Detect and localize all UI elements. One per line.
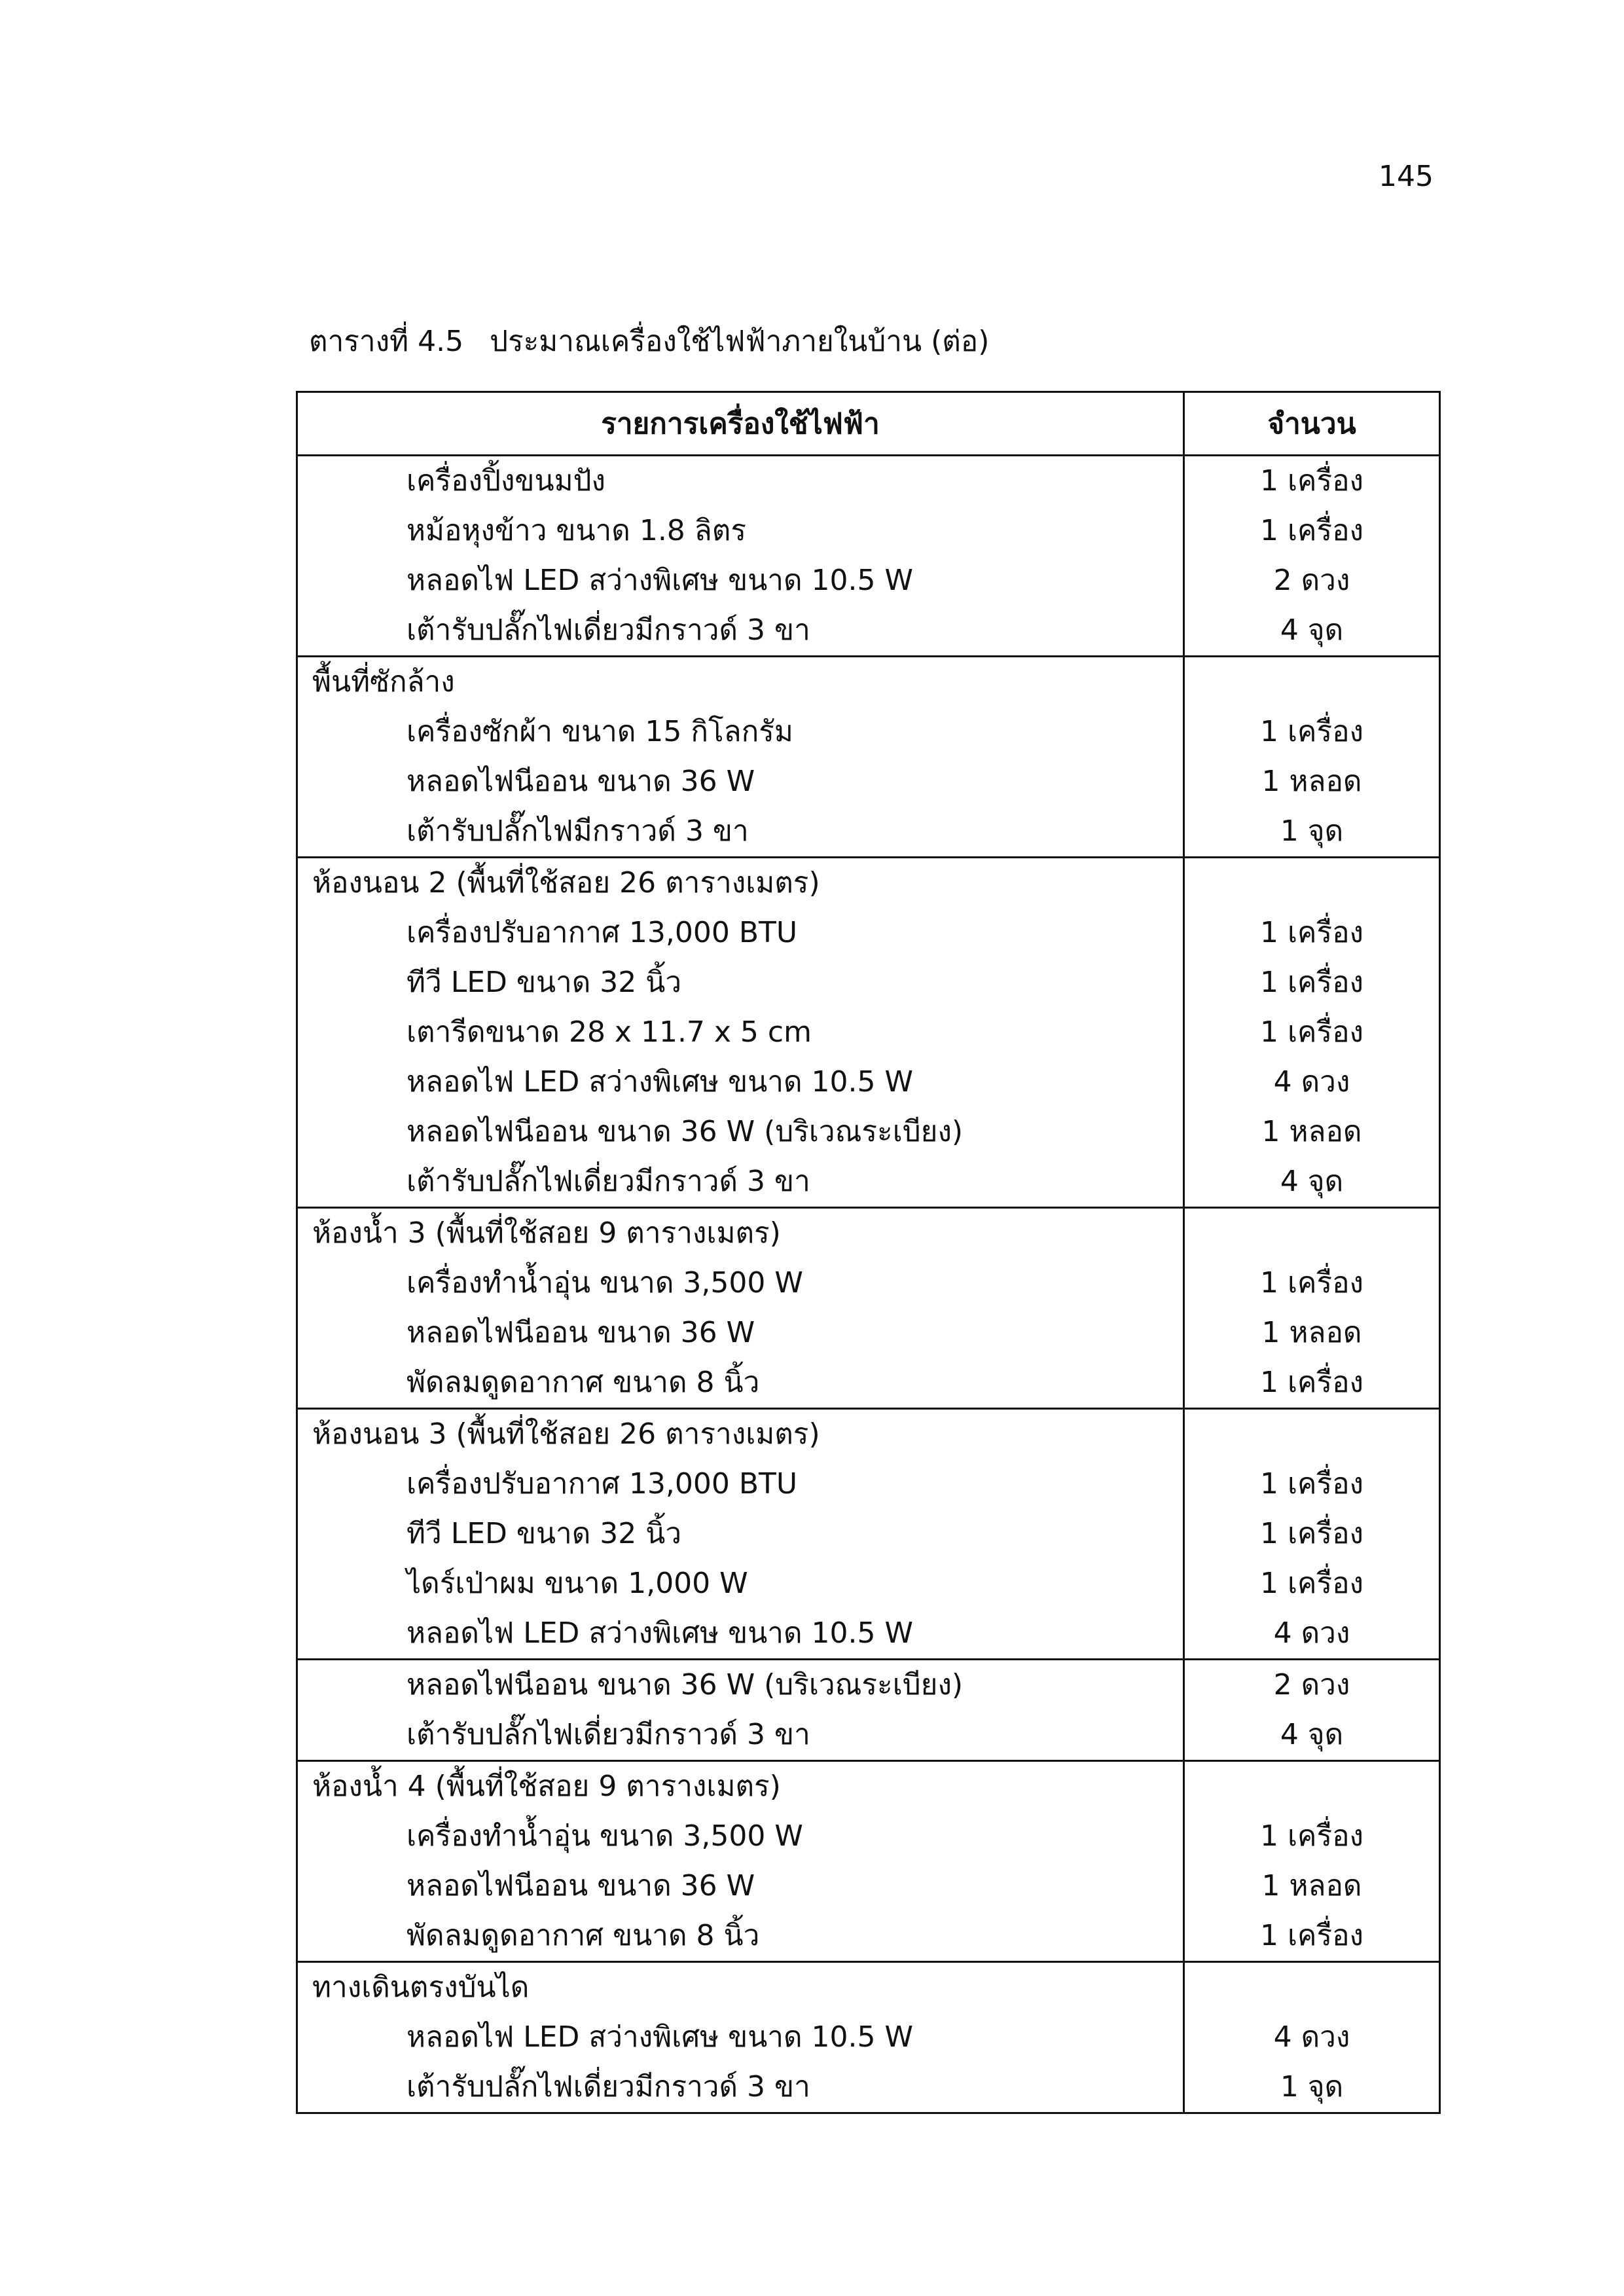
item-cell: เครื่องปรับอากาศ 13,000 BTU xyxy=(297,1459,1184,1509)
qty-cell: 2 ดวง xyxy=(1184,1660,1440,1711)
qty-cell: 1 หลอด xyxy=(1184,1861,1440,1911)
qty-cell xyxy=(1184,1962,1440,2013)
item-cell: ไดร์เป่าผม ขนาด 1,000 W xyxy=(297,1559,1184,1609)
item-cell: หลอดไฟนีออน ขนาด 36 W (บริเวณระเบียง) xyxy=(297,1107,1184,1157)
item-cell: เต้ารับปลั๊กไฟเดี่ยวมีกราวด์ 3 ขา xyxy=(297,1157,1184,1208)
item-cell: หลอดไฟ LED สว่างพิเศษ ขนาด 10.5 W xyxy=(297,1609,1184,1660)
item-cell: หลอดไฟนีออน ขนาด 36 W xyxy=(297,1308,1184,1358)
qty-cell: 1 เครื่อง xyxy=(1184,707,1440,757)
item-cell: เตารีดขนาด 28 x 11.7 x 5 cm xyxy=(297,1008,1184,1057)
qty-cell xyxy=(1184,1761,1440,1812)
item-cell: หลอดไฟ LED สว่างพิเศษ ขนาด 10.5 W xyxy=(297,1057,1184,1107)
table-row xyxy=(297,556,1440,606)
table-row xyxy=(297,1812,1440,1861)
qty-cell: 1 เครื่อง xyxy=(1184,1911,1440,1962)
section-row xyxy=(297,1962,1440,2013)
section-heading: ห้องน้ำ 4 (พื้นที่ใช้สอย 9 ตารางเมตร) xyxy=(297,1761,1184,1812)
table-row xyxy=(297,1057,1440,1107)
qty-cell: 1 จุด xyxy=(1184,807,1440,858)
caption-label: ตารางที่ 4.5 xyxy=(309,325,464,358)
table-row xyxy=(297,707,1440,757)
qty-cell: 1 เครื่อง xyxy=(1184,1358,1440,1409)
table-caption xyxy=(309,322,989,361)
table-row xyxy=(297,1559,1440,1609)
qty-cell: 2 ดวง xyxy=(1184,556,1440,606)
item-cell: หลอดไฟนีออน ขนาด 36 W xyxy=(297,757,1184,807)
table-row xyxy=(297,506,1440,556)
item-cell: เต้ารับปลั๊กไฟเดี่ยวมีกราวด์ 3 ขา xyxy=(297,606,1184,657)
table-row xyxy=(297,958,1440,1008)
qty-cell: 1 หลอด xyxy=(1184,1308,1440,1358)
item-cell: เครื่องทำน้ำอุ่น ขนาด 3,500 W xyxy=(297,1812,1184,1861)
qty-cell: 1 จุด xyxy=(1184,2062,1440,2113)
qty-cell: 1 เครื่อง xyxy=(1184,1812,1440,1861)
table-row xyxy=(297,1609,1440,1660)
caption-title: ประมาณเครื่องใช้ไฟฟ้าภายในบ้าน (ต่อ) xyxy=(490,325,990,358)
table-row xyxy=(297,1308,1440,1358)
item-cell: หลอดไฟนีออน ขนาด 36 W (บริเวณระเบียง) xyxy=(297,1660,1184,1711)
item-cell: เครื่องปรับอากาศ 13,000 BTU xyxy=(297,908,1184,958)
section-row xyxy=(297,657,1440,708)
item-cell: พัดลมดูดอากาศ ขนาด 8 นิ้ว xyxy=(297,1911,1184,1962)
table-row xyxy=(297,1861,1440,1911)
qty-cell: 1 เครื่อง xyxy=(1184,506,1440,556)
qty-cell: 4 ดวง xyxy=(1184,1609,1440,1660)
section-heading: ทางเดินตรงบันได xyxy=(297,1962,1184,2013)
table-row xyxy=(297,2062,1440,2113)
table-row xyxy=(297,1911,1440,1962)
item-cell: หม้อหุงข้าว ขนาด 1.8 ลิตร xyxy=(297,506,1184,556)
qty-cell: 1 เครื่อง xyxy=(1184,1258,1440,1308)
section-heading: ห้องนอน 2 (พื้นที่ใช้สอย 26 ตารางเมตร) xyxy=(297,858,1184,909)
qty-cell: 1 เครื่อง xyxy=(1184,1559,1440,1609)
item-cell: หลอดไฟ LED สว่างพิเศษ ขนาด 10.5 W xyxy=(297,2013,1184,2062)
item-cell: เครื่องปิ้งขนมปัง xyxy=(297,456,1184,507)
qty-cell: 4 ดวง xyxy=(1184,2013,1440,2062)
qty-cell: 1 เครื่อง xyxy=(1184,958,1440,1008)
table-row xyxy=(297,1710,1440,1761)
item-cell: หลอดไฟ LED สว่างพิเศษ ขนาด 10.5 W xyxy=(297,556,1184,606)
section-row xyxy=(297,858,1440,909)
qty-cell: 4 จุด xyxy=(1184,1157,1440,1208)
qty-cell: 4 ดวง xyxy=(1184,1057,1440,1107)
table-row xyxy=(297,1157,1440,1208)
table-row xyxy=(297,1107,1440,1157)
table-header-row xyxy=(297,392,1440,456)
section-heading: พื้นที่ซักล้าง xyxy=(297,657,1184,708)
qty-cell xyxy=(1184,657,1440,708)
section-row xyxy=(297,1409,1440,1460)
qty-cell: 4 จุด xyxy=(1184,1710,1440,1761)
item-cell: เต้ารับปลั๊กไฟเดี่ยวมีกราวด์ 3 ขา xyxy=(297,2062,1184,2113)
qty-cell xyxy=(1184,1409,1440,1460)
table-row xyxy=(297,1358,1440,1409)
qty-cell: 1 เครื่อง xyxy=(1184,456,1440,507)
table-row xyxy=(297,606,1440,657)
qty-cell xyxy=(1184,858,1440,909)
section-row xyxy=(297,1208,1440,1259)
item-cell: เต้ารับปลั๊กไฟมีกราวด์ 3 ขา xyxy=(297,807,1184,858)
qty-cell: 1 เครื่อง xyxy=(1184,1509,1440,1559)
table-row xyxy=(297,456,1440,507)
table-row xyxy=(297,1509,1440,1559)
table-row xyxy=(297,1660,1440,1711)
table-row xyxy=(297,1008,1440,1057)
header-qty: จำนวน xyxy=(1184,392,1440,456)
item-cell: ทีวี LED ขนาด 32 นิ้ว xyxy=(297,958,1184,1008)
header-item: รายการเครื่องใช้ไฟฟ้า xyxy=(297,392,1184,456)
appliance-table xyxy=(296,391,1441,2114)
qty-cell: 1 หลอด xyxy=(1184,757,1440,807)
table-row xyxy=(297,1459,1440,1509)
table-row xyxy=(297,908,1440,958)
item-cell: เต้ารับปลั๊กไฟเดี่ยวมีกราวด์ 3 ขา xyxy=(297,1710,1184,1761)
qty-cell: 1 เครื่อง xyxy=(1184,908,1440,958)
table-row xyxy=(297,2013,1440,2062)
qty-cell: 1 หลอด xyxy=(1184,1107,1440,1157)
item-cell: พัดลมดูดอากาศ ขนาด 8 นิ้ว xyxy=(297,1358,1184,1409)
item-cell: เครื่องทำน้ำอุ่น ขนาด 3,500 W xyxy=(297,1258,1184,1308)
qty-cell xyxy=(1184,1208,1440,1259)
section-heading: ห้องน้ำ 3 (พื้นที่ใช้สอย 9 ตารางเมตร) xyxy=(297,1208,1184,1259)
item-cell: เครื่องซักผ้า ขนาด 15 กิโลกรัม xyxy=(297,707,1184,757)
item-cell: หลอดไฟนีออน ขนาด 36 W xyxy=(297,1861,1184,1911)
table-row xyxy=(297,757,1440,807)
qty-cell: 1 เครื่อง xyxy=(1184,1008,1440,1057)
section-row xyxy=(297,1761,1440,1812)
table-row xyxy=(297,807,1440,858)
page-number: 145 xyxy=(1379,160,1434,193)
qty-cell: 1 เครื่อง xyxy=(1184,1459,1440,1509)
item-cell: ทีวี LED ขนาด 32 นิ้ว xyxy=(297,1509,1184,1559)
table-row xyxy=(297,1258,1440,1308)
section-heading: ห้องนอน 3 (พื้นที่ใช้สอย 26 ตารางเมตร) xyxy=(297,1409,1184,1460)
qty-cell: 4 จุด xyxy=(1184,606,1440,657)
